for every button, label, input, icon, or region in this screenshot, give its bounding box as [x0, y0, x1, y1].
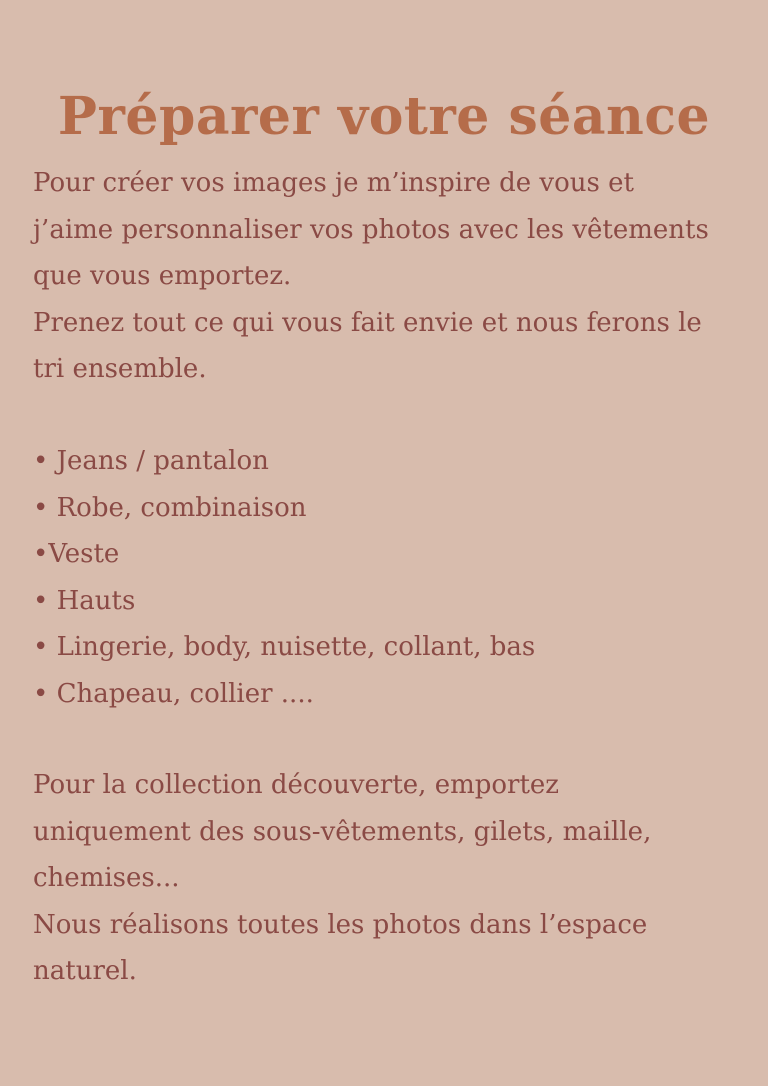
outro-line: uniquement des sous-vêtements, gilets, maille, [33, 816, 652, 847]
outro-paragraph [33, 762, 753, 995]
outro-line: Nous réalisons toutes les photos dans l’espace [33, 909, 648, 940]
list-item: • Chapeau, collier .... [33, 678, 314, 709]
list-item: • Lingerie, body, nuisette, collant, bas [33, 632, 536, 662]
intro-paragraph [33, 160, 753, 393]
intro-line: Pour créer vos images je m’inspire de vous et [33, 168, 634, 198]
outro-line: Pour la collection découverte, emportez [33, 770, 559, 800]
list-item: • Hauts [33, 585, 136, 616]
intro-line: que vous emportez. [33, 261, 292, 291]
list-item: • Jeans / pantalon [33, 446, 269, 476]
clothing-list [33, 438, 753, 717]
intro-line: Prenez tout ce qui vous fait envie et nous ferons le [33, 307, 702, 338]
intro-line: j’aime personnaliser vos photos avec les vêtements [33, 214, 709, 245]
list-item: • Robe, combinaison [33, 492, 307, 523]
outro-line: naturel. [33, 956, 137, 986]
outro-line: chemises... [33, 863, 180, 893]
list-item: •Veste [33, 539, 120, 569]
page-title: Préparer votre séance [57, 85, 711, 147]
intro-line: tri ensemble. [33, 354, 207, 384]
